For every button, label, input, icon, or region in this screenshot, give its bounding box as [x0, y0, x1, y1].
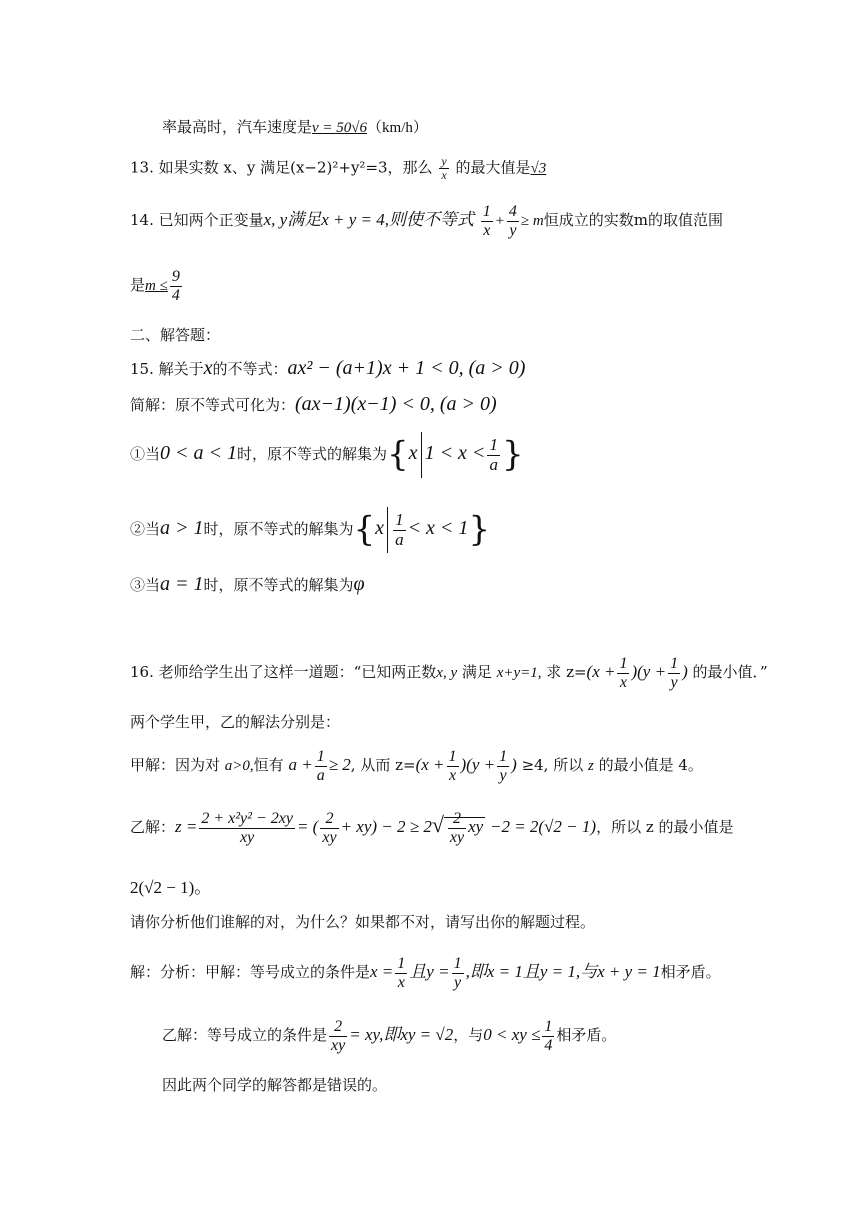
q13-prefix: 13. 如果实数 x、y 满足(x−2)²+y²=3，那么 [130, 158, 433, 177]
analysis-jia [130, 955, 721, 991]
case-prefix: ①当 [130, 445, 161, 463]
expr-part: ) [682, 662, 688, 682]
sqrt-symbol: √ [431, 812, 444, 838]
q14-answer [145, 268, 184, 304]
frac-num: 1 [448, 748, 457, 765]
set-bar [387, 507, 388, 553]
analysis-end: 相矛盾。 [660, 963, 721, 982]
q16-suffix: 的最小值．” [692, 663, 768, 682]
case-3 [130, 572, 365, 596]
q14-answer-frac [170, 268, 182, 304]
plus-sign: + [494, 213, 505, 230]
frac-1-over-x [395, 955, 407, 991]
case-condition: a = 1 [160, 573, 204, 595]
set-var: x [375, 517, 385, 539]
question-13 [130, 155, 546, 182]
analysis-yi-cond: 0 < xy ≤ [483, 1025, 541, 1045]
frac-num: 1 [482, 203, 491, 220]
jia-z: z [588, 758, 594, 775]
simplified-solution [130, 392, 497, 416]
ask-line: 请你分析他们谁解的对，为什么？如果都不对，请写出你的解题过程。 [130, 913, 596, 931]
jia-solution [130, 748, 703, 784]
frac-1-over-4 [542, 1018, 554, 1054]
case-mid: 时，原不等式的解集为 [203, 576, 354, 594]
q16-condition: x+y=1, [496, 665, 542, 682]
set-fraction [393, 511, 406, 549]
frac-num: y [441, 154, 447, 168]
frac-num: 1 [544, 1018, 553, 1035]
brace-left: { [387, 434, 409, 475]
frac-den: a [489, 454, 498, 474]
analysis-prefix: 解：分析：甲解：等号成立的条件是 [130, 963, 371, 982]
frac-den: 4 [171, 286, 180, 304]
frac-den: y [499, 766, 507, 784]
frac-num: 1 [453, 955, 462, 972]
yi-end: −2 = 2(√2 − 1) [489, 817, 597, 837]
q16-ask: 求 z= [546, 663, 587, 682]
frac-den: y [454, 973, 462, 991]
yi-tail: ，所以 z 的最小值是 [596, 818, 734, 837]
brace-right: } [501, 434, 524, 475]
case-prefix: ③当 [130, 576, 161, 594]
frac-1-over-x [447, 748, 459, 784]
jia-mid: 恒有 [253, 756, 284, 775]
frac-num: 2 [329, 1018, 347, 1037]
section-heading: 二、解答题： [130, 326, 221, 344]
yi-prefix: 乙解： [130, 818, 176, 837]
q14-prefix: 14. 已知两个正变量 [130, 211, 264, 230]
q14-condition: x, y满足x + y = 4,则使不等式 [263, 210, 474, 230]
q16-mid: 满足 [461, 663, 492, 682]
case-condition: a > 1 [160, 517, 204, 539]
jia-ge-4: ≥4, 所以 [521, 756, 584, 775]
empty-set: φ [353, 573, 365, 595]
frac-2-over-xy [329, 1018, 347, 1054]
yi-solution [130, 810, 734, 846]
text: 率最高时，汽车速度是 [162, 118, 313, 136]
yi-sqrt-frac [448, 810, 466, 846]
q16-vars: x, y [436, 665, 458, 682]
frac-num: 1 [670, 655, 679, 672]
q13-mid: 的最大值是 [455, 158, 531, 177]
frac-num: 2 + x²y² − 2xy [201, 810, 293, 827]
frac-den: xy [449, 828, 465, 846]
speed-answer-line [162, 118, 428, 137]
case-mid: 时，原不等式的解集为 [237, 445, 388, 463]
frac-den: xy [331, 1036, 346, 1054]
frac-num: 1 [316, 748, 325, 765]
analysis-x: x = [370, 962, 394, 982]
q14-frac1 [481, 203, 493, 239]
analysis-yi-eq: = xy,即xy = √2 [349, 1025, 454, 1045]
case-2 [130, 507, 490, 553]
jia-a: a + [288, 755, 313, 775]
set-var: x [408, 442, 418, 464]
frac-den: x [619, 673, 628, 691]
analysis-and: 且y = [409, 962, 450, 982]
frac-num: 9 [171, 268, 180, 285]
yi-result: 2(√2 − 1)。 [130, 878, 212, 897]
frac-den: x [483, 221, 491, 239]
jia-condition: a>0, [224, 758, 254, 775]
expr-part: (x + [586, 662, 616, 682]
q15-var: x [203, 357, 213, 379]
two-students-line: 两个学生甲，乙的解法分别是： [130, 713, 341, 731]
case-1 [130, 432, 524, 478]
set-condition: < x < 1 [407, 517, 469, 539]
frac-den: xy [240, 828, 255, 846]
analysis-then: ,即x = 1且y = 1,与x + y = 1 [465, 962, 661, 982]
question-15 [130, 356, 525, 380]
yi-rest: + xy) − 2 ≥ 2 [340, 817, 432, 837]
jia-prefix: 甲解：因为对 [130, 756, 221, 775]
conclusion: 因此两个同学的解答都是错误的。 [162, 1076, 388, 1094]
frac-1-over-y [452, 955, 464, 991]
frac-den: xy [322, 828, 337, 846]
frac-1-over-x [617, 655, 629, 691]
simple-prefix: 简解：原不等式可化为： [130, 396, 296, 414]
frac-den: x [441, 168, 447, 183]
q13-answer: √3 [530, 160, 547, 177]
frac-den: y [509, 221, 517, 239]
frac-num: 1 [489, 434, 498, 454]
set-bar [421, 432, 422, 478]
q13-fraction [439, 155, 448, 182]
q15-prefix: 15. 解关于 [130, 360, 204, 378]
case-condition: 0 < a < 1 [160, 442, 238, 464]
question-14 [130, 203, 723, 239]
analysis-yi-prefix: 乙解：等号成立的条件是 [162, 1026, 328, 1045]
q16-prefix: 16. 老师给学生出了这样一道题：“已知两正数 [130, 663, 437, 682]
frac-den: a [395, 529, 404, 549]
expr-part: (x + [415, 755, 445, 775]
brace-left: { [353, 509, 376, 550]
jia-ge-2: ≥ 2 [328, 755, 351, 775]
jia-then: , 从而 z= [350, 756, 416, 775]
yi-frac-2 [320, 810, 338, 846]
frac-den: a [316, 766, 325, 784]
yi-z: z = [175, 817, 198, 837]
frac-1-over-y [668, 655, 680, 691]
frac-den: x [397, 973, 405, 991]
q14-frac2 [507, 203, 519, 239]
set-condition: 1 < x < [424, 442, 486, 464]
frac-num: 1 [397, 955, 406, 972]
brace-right: } [468, 509, 491, 550]
case-prefix: ②当 [130, 520, 161, 538]
q14-inequality: ≥ m [520, 213, 544, 230]
frac-num: 1 [619, 655, 628, 672]
jia-end: 的最小值是 4。 [598, 756, 703, 775]
q14-answer-m: m ≤ [145, 278, 168, 295]
frac-den: y [670, 673, 678, 691]
frac-den: x [448, 766, 457, 784]
q15-mid: 的不等式： [212, 360, 288, 378]
frac-1-over-y [497, 748, 509, 784]
speed-formula: v = 50√6 [312, 120, 368, 136]
speed-unit: （km/h） [367, 120, 428, 136]
q14-answer-prefix: 是 [130, 276, 146, 295]
case-mid: 时，原不等式的解集为 [203, 520, 354, 538]
question-14-answer [130, 268, 184, 304]
frac-num: 2 [448, 810, 466, 829]
q15-inequality: ax² − (a+1)x + 1 < 0, (a > 0) [287, 357, 526, 379]
yi-eq: = ( [296, 817, 319, 837]
frac-num: 1 [395, 509, 404, 529]
q14-suffix: 恒成立的实数m的取值范围 [543, 211, 723, 230]
expr-part: ) [511, 755, 517, 775]
expr-part: )(y + [631, 662, 667, 682]
frac-den: 4 [544, 1036, 553, 1054]
analysis-yi-mid: ，与 [453, 1026, 484, 1045]
analysis-yi-end: 相矛盾。 [556, 1026, 617, 1045]
frac-1-over-a [315, 748, 327, 784]
question-16 [130, 655, 768, 691]
expr-part: )(y + [460, 755, 496, 775]
yi-sqrt-tail: xy [468, 817, 484, 837]
frac-num: 1 [499, 748, 508, 765]
yi-sqrt [444, 810, 485, 846]
frac-num: 2 [320, 810, 338, 829]
frac-num: 4 [508, 203, 517, 220]
simple-inequality: (ax−1)(x−1) < 0, (a > 0) [295, 393, 497, 415]
analysis-yi [162, 1018, 616, 1054]
yi-frac-main [199, 810, 295, 846]
set-fraction [487, 436, 500, 474]
